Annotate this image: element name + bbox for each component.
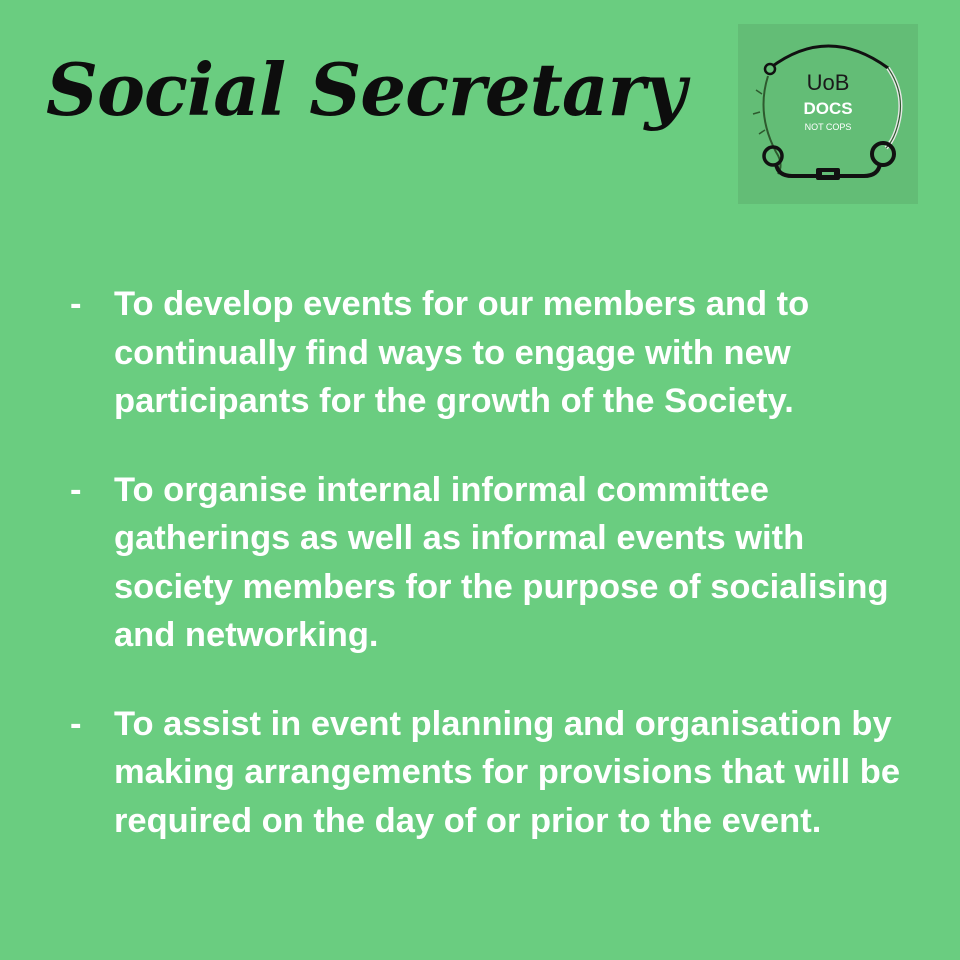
bullet-dash: - — [70, 704, 82, 743]
logo-line-1: UoB — [806, 70, 850, 95]
bullet-dash: - — [70, 285, 82, 323]
page-title: Social Secretary — [46, 47, 686, 132]
duty-text: To organise internal informal committee gatherings as well as informal events with society members for the purpose of socialising and networking. — [114, 470, 889, 654]
logo-line-3: NOT COPS — [804, 122, 852, 132]
duty-item — [70, 700, 900, 846]
society-logo — [738, 24, 918, 204]
logo-line-2: DOCS — [803, 99, 853, 118]
duty-text: To assist in event planning and organisation by making arrangements for provisions that will be required on the day of or prior to the event. — [114, 704, 901, 840]
duty-item — [70, 466, 900, 660]
duty-item — [70, 280, 900, 426]
duty-text: To develop events for our members and to continually find ways to engage with new participants for the growth of the Society. — [114, 285, 810, 420]
duties-list — [70, 280, 900, 885]
bullet-dash: - — [70, 470, 82, 509]
